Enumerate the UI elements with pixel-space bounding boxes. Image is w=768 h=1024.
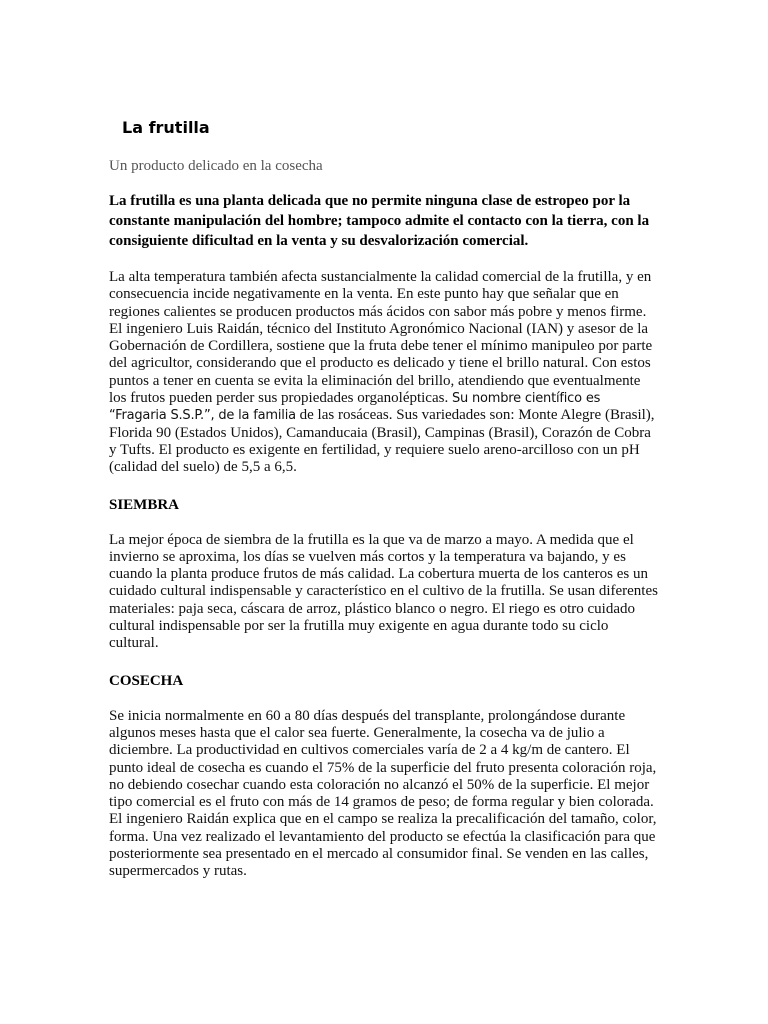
- document-title: La frutilla: [122, 118, 210, 137]
- section-heading-siembra: SIEMBRA: [109, 496, 180, 513]
- intro-text-part1: La alta temperatura también afecta sustancialmente la calidad comercial de la frutilla, y en consecuencia incide negativamente en la venta. En este punto hay que señalar que en regiones calientes se producen productos más ácidos con sabor más pobre y menos firme. El ingeniero Luis Raidán, técnico del Instituto Agronómico Nacional (IAN) y asesor de la Gobernación de Cordillera, sostiene que la fruta debe tener el mínimo manipuleo por parte del agricultor, considerando que el producto es delicado y tiene el brillo natural. Con estos puntos a tener en cuenta se evita la eliminación del brillo, atendiendo que eventualmente los frutos pueden perder sus propiedades organolépticas.: [109, 269, 653, 407]
- intro-paragraph: [109, 269, 659, 477]
- scientific-name-text: Su nombre científico es “Fragaria S.S.P.”, de la familia: [109, 391, 601, 424]
- document-subtitle: Un producto delicado en la cosecha: [109, 158, 323, 174]
- document-body: [109, 114, 659, 881]
- intro-text-part3: de las rosáceas. Sus variedades son: Monte Alegre (Brasil), Florida 90 (Estados Unidos), Camanducaia (Brasil), Campinas (Brasil), Corazón de Cobra y Tufts. El producto es exigente en fertilidad, y requiere suelo areno-arcilloso con un pH (calidad del suelo) de 5,5 a 6,5.: [109, 407, 655, 476]
- cosecha-paragraph-1: Se inicia normalmente en 60 a 80 días después del transplante, prolongándose durante algunos meses hasta que el calor sea fuerte. Generalmente, la cosecha va de julio a diciembre. La productividad en cultivos comerciales varía de 2 a 4 kg/m de cantero. El punto ideal de cosecha es cuando el 75% de la superficie del fruto presenta coloración roja, no debiendo cosechar cuando esta coloración no alcanzó el 50% de la superficie. El mejor tipo comercial es el fruto con más de 14 gramos de peso; de forma regular y bien colorada.: [109, 707, 657, 811]
- siembra-paragraph: La mejor época de siembra de la frutilla es la que va de marzo a mayo. A medida que el invierno se aproxima, los días se vuelven más cortos y la temperatura va bajando, y es cuando la planta produce frutos de más calidad. La cobertura muerta de los canteros es un cuidado cultural indispensable y característico en el cultivo de la frutilla. Se usan diferentes materiales: paja seca, cáscara de arroz, plástico blanco o negro. El riego es otro cuidado cultural indispensable por ser la frutilla muy exigente en agua durante todo su ciclo cultural.: [109, 531, 658, 652]
- lead-paragraph: La frutilla es una planta delicada que no permite ninguna clase de estropeo por la constante manipulación del hombre; tampoco admite el contacto con la tierra, con la consiguiente dificultad en la venta y su desvalorización comercial.: [109, 193, 650, 249]
- section-heading-cosecha: COSECHA: [109, 672, 184, 689]
- cosecha-paragraph-2: El ingeniero Raidán explica que en el campo se realiza la precalificación del tamaño, color, forma. Una vez realizado el levantamiento del producto se efectúa la clasificación para que posteriormente sea presentado en el mercado al consumidor final. Se venden en las calles, supermercados y rutas.: [109, 811, 657, 880]
